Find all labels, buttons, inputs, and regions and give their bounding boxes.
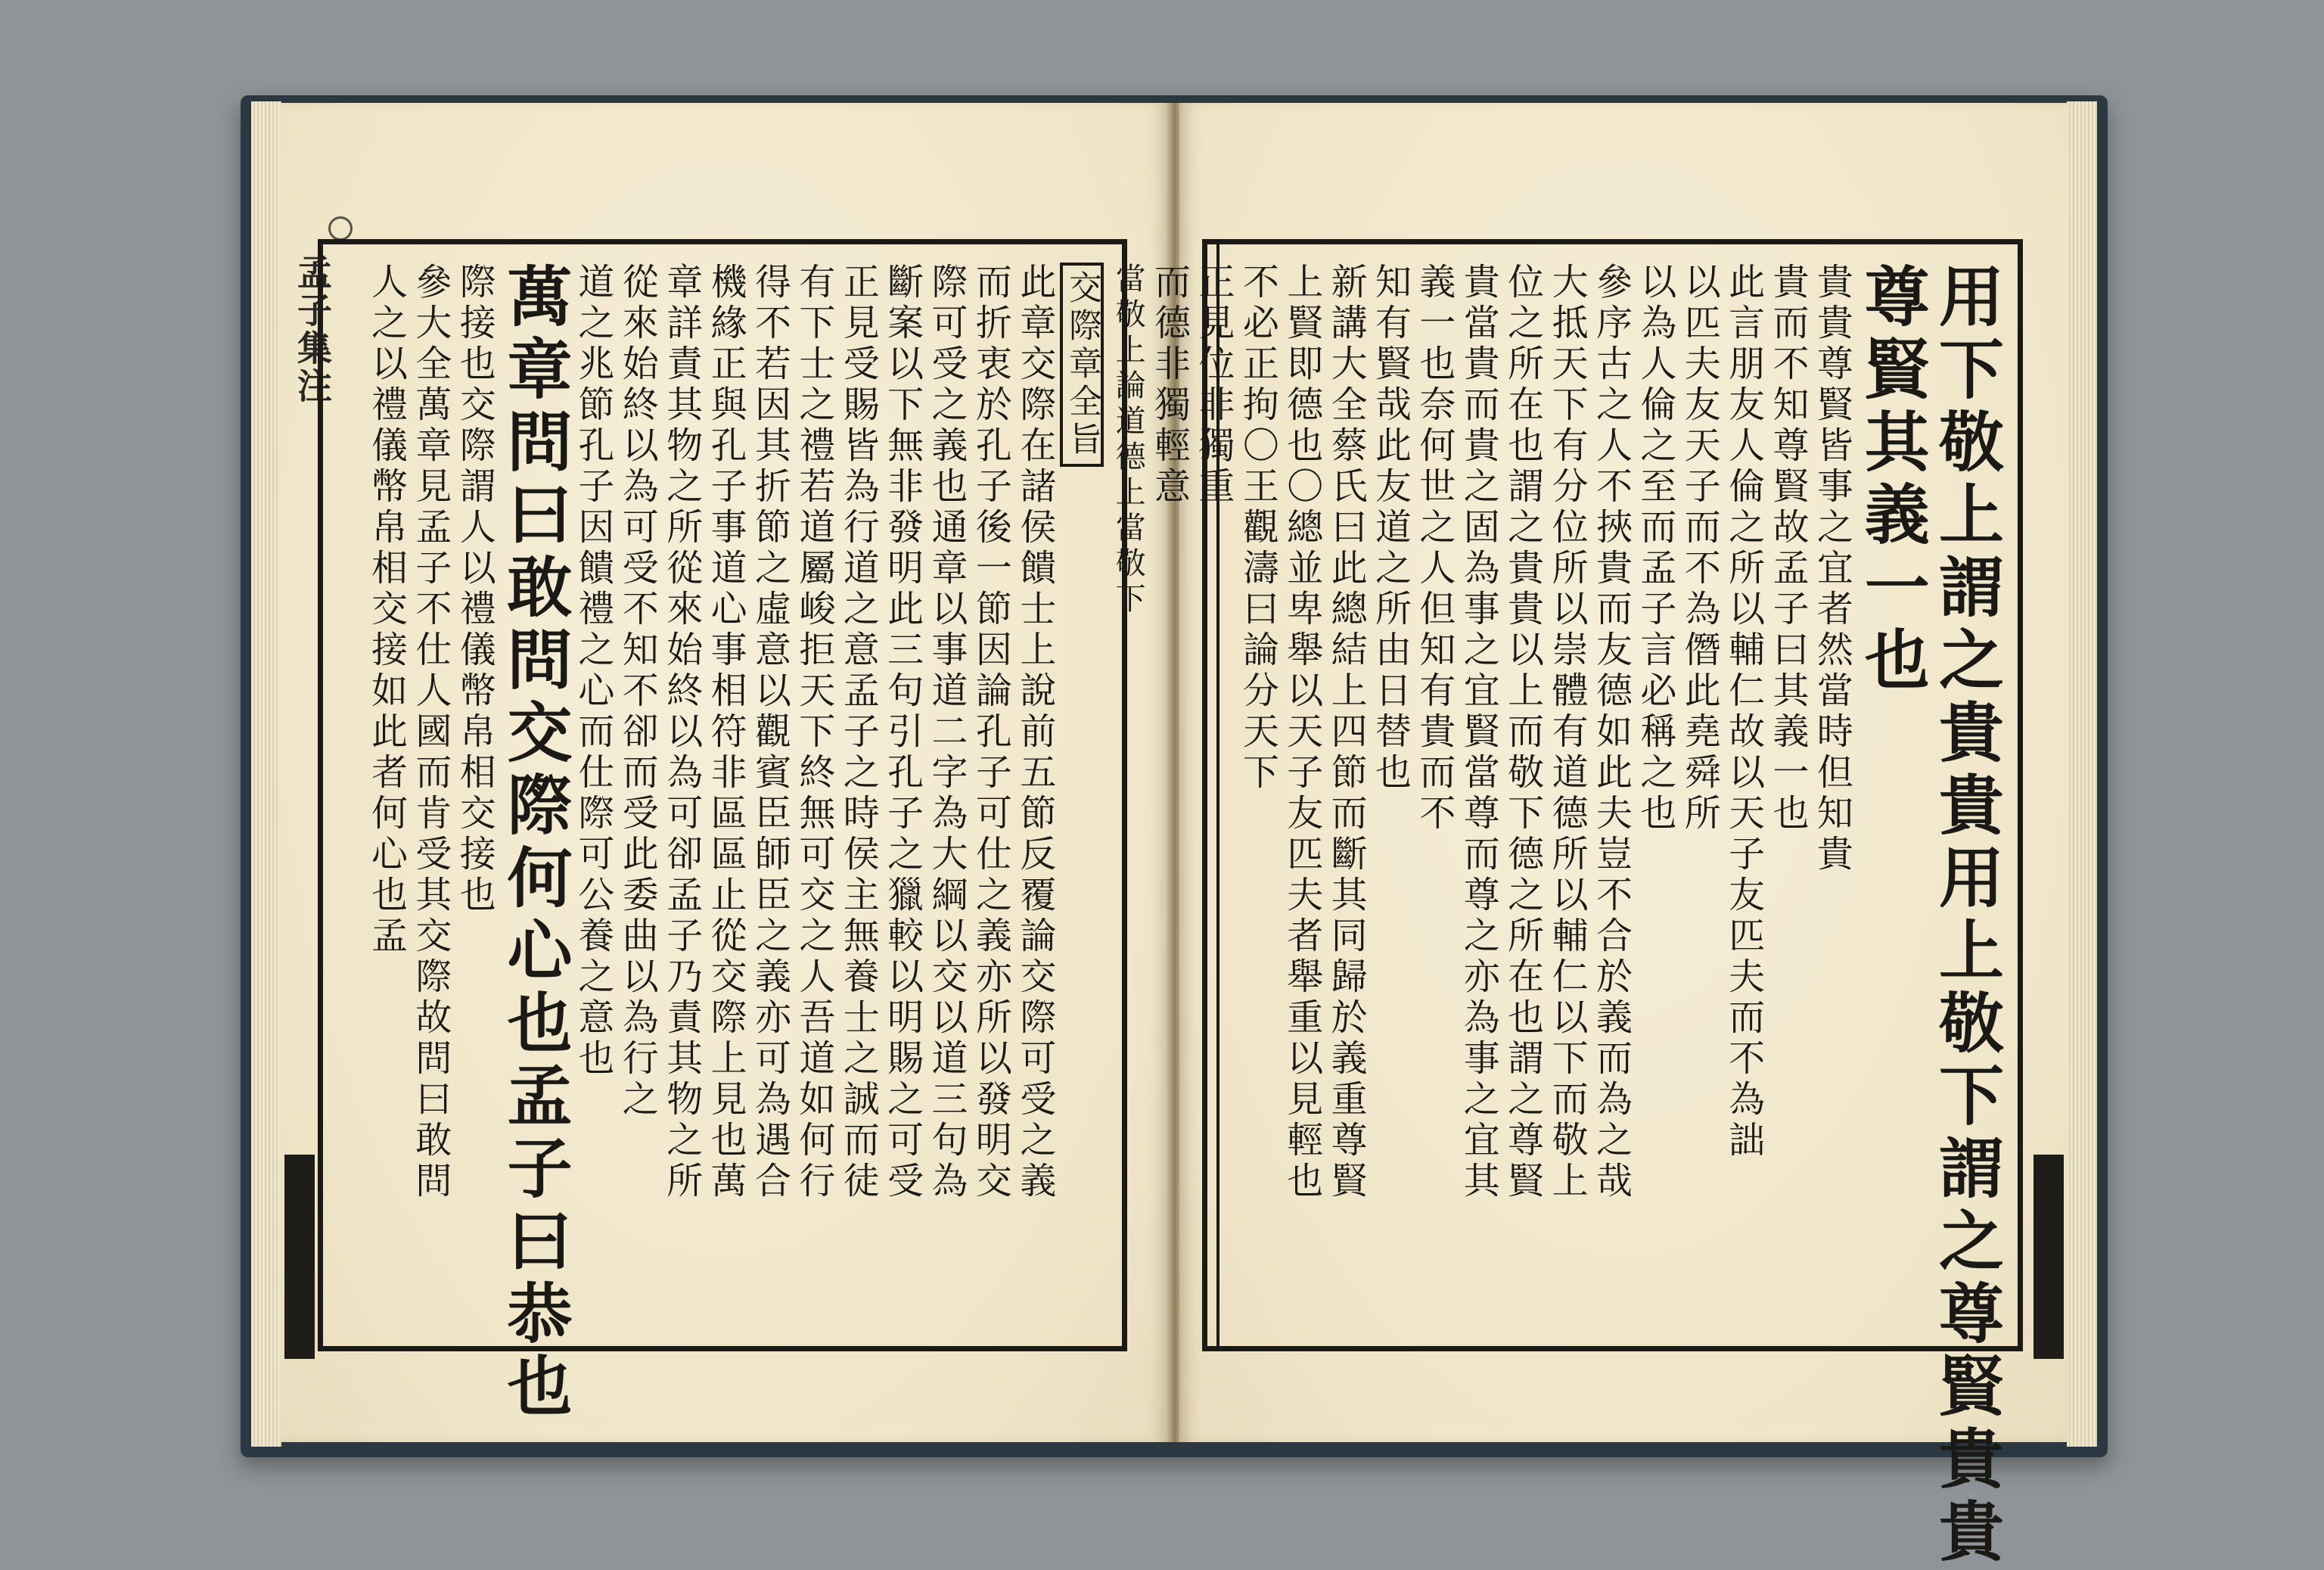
left-columns <box>341 263 1104 1425</box>
commentary-col-1: 際接也交際謂人以禮儀幣帛相交接也 <box>453 263 496 916</box>
right-col-7: 大抵天下有分位所以崇體有道德所以輔仁以下而敬上 <box>1546 263 1589 1202</box>
left-col-10: 從來始終以為可受不知不卻而受此委曲以為行之 <box>616 263 659 1121</box>
left-col-9: 章詳責其物之所從來始終以為可卻孟子乃責其物之所 <box>660 263 703 1202</box>
right-col-10: 義一也奈何世之人但知有貴而不 <box>1412 263 1456 835</box>
left-col-11: 道之兆節孔子因饋禮之心而仕際可公養之意也 <box>571 263 614 1080</box>
main-text-left: 萬章問曰敢問交際何心也孟子曰恭也 <box>496 263 573 1425</box>
left-col-5: 正見受賜皆為行道之意孟子之時侯主無養士之誠而徒 <box>837 263 880 1202</box>
commentary-col-2: 參大全萬章見孟子不仕人國而肯受其交際故問曰敢問 <box>409 263 452 1202</box>
right-col-5: 以為人倫之至而孟子言必稱之也 <box>1633 263 1676 835</box>
left-edge-tab <box>284 1155 315 1359</box>
ring-mark <box>328 216 353 241</box>
left-margin-label: 孟子集注 <box>292 254 333 406</box>
right-col-2: 貴而不知尊賢故孟子曰其義一也 <box>1766 263 1810 835</box>
right-columns <box>1111 263 2004 1570</box>
right-col-13: 上賢即德也〇總並卑舉以天子友匹夫者舉重以見輕也 <box>1280 263 1323 1202</box>
right-col-11: 知有賢哉此友道之所由日替也 <box>1369 263 1412 794</box>
right-col-1: 貴貴尊賢皆事之宜者然當時但知貴 <box>1810 263 1853 875</box>
commentary-col-3: 人之以禮儀幣帛相交接如此者何心也孟 <box>365 263 408 957</box>
left-col-3: 際可受之義也通章以事道二字為大綱以交以道三句為 <box>925 263 968 1202</box>
right-col-9: 貴當貴而貴之固為事之宜賢當尊而尊之亦為事之宜其 <box>1457 263 1500 1202</box>
right-col-3: 此言朋友人倫之所以輔仁故以天子友匹夫而不為詘 <box>1722 263 1765 1161</box>
open-book <box>241 95 2108 1570</box>
right-col-4: 以匹夫友天子而不為僭此堯舜所 <box>1678 263 1721 835</box>
right-col-6: 參序古之人不挾貴而友德如此夫豈不合於義而為之哉 <box>1589 263 1633 1202</box>
right-text-frame <box>1111 239 2023 1570</box>
left-text-frame <box>318 239 1127 1425</box>
left-col-2: 而折衷於孔子後一節因論孔子可仕之義亦所以發明交 <box>969 263 1012 1202</box>
left-col-4: 斷案以下無非發明此三句引孔子之獵較以明賜之可受 <box>881 263 924 1202</box>
left-page <box>280 103 1169 1442</box>
page-edges-left <box>251 101 281 1447</box>
left-col-1: 此章交際在諸侯饋士上說前五節反覆論交際可受之義 <box>1013 263 1056 1202</box>
right-col-12: 新講大全蔡氏曰此總結上四節而斷其同歸於義重尊賢 <box>1325 263 1368 1202</box>
right-col-16: 而德非獨輕意 <box>1148 263 1191 508</box>
right-col-15: 正見位非獨重 <box>1192 263 1235 508</box>
main-text-right-1: 用下敬上謂之貴貴用上敬下謂之尊賢貴貴 <box>1928 263 2004 1570</box>
main-text-right-2: 尊賢其義一也 <box>1853 263 1930 698</box>
right-edge-tab <box>2034 1155 2064 1359</box>
section-header: 交際章全旨 <box>1060 263 1104 467</box>
right-page <box>1111 103 2068 1570</box>
right-col-17: 當敬上論道德上當敬下 <box>1111 263 1146 618</box>
page-edges-right <box>2067 101 2097 1447</box>
right-col-14: 不必正拘〇王觀濤曰論分天下 <box>1236 263 1279 794</box>
left-col-8: 機緣正與孔子事道心事相符非區區止從交際上見也萬 <box>704 263 747 1202</box>
right-col-8: 位之所在也謂之貴貴以上而敬下德之所在也謂之尊賢 <box>1501 263 1544 1202</box>
left-col-6: 有下士之禮若道屬峻拒天下終無可交之人吾道如何行 <box>792 263 835 1202</box>
left-col-7: 得不若因其折節之虛意以觀賓臣師臣之義亦可為遇合 <box>748 263 791 1202</box>
